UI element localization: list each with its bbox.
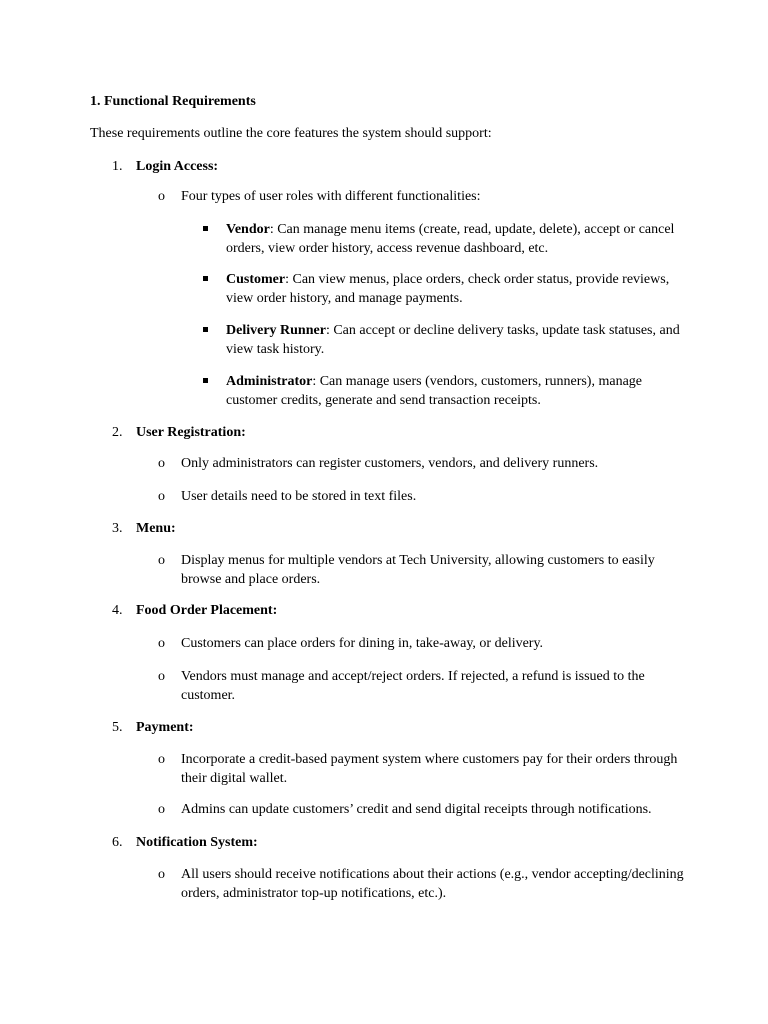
bullet-marker: o bbox=[158, 752, 165, 767]
square-bullet-icon bbox=[203, 327, 208, 332]
role-item-delivery-runner bbox=[226, 321, 686, 359]
list-number: 1. bbox=[112, 159, 123, 174]
list-number: 6. bbox=[112, 835, 123, 850]
list-item: Incorporate a credit-based payment system where customers pay for their orders through their digital wallet. bbox=[181, 752, 678, 786]
list-title-menu: Menu: bbox=[136, 521, 176, 536]
bullet-marker: o bbox=[158, 489, 165, 504]
list-item: All users should receive notifications about their actions (e.g., vendor accepting/declining orders, administrator top-up notifications, etc.). bbox=[181, 867, 684, 901]
square-bullet-icon bbox=[203, 276, 208, 281]
role-item-administrator bbox=[226, 372, 686, 410]
list-item: Vendors must manage and accept/reject orders. If rejected, a refund is issued to the customer. bbox=[181, 669, 645, 703]
list-title-notification-system: Notification System: bbox=[136, 835, 258, 850]
list-number: 3. bbox=[112, 521, 123, 536]
bullet-marker: o bbox=[158, 669, 165, 684]
list-item: Customers can place orders for dining in, take-away, or delivery. bbox=[181, 636, 544, 651]
role-name: Customer bbox=[226, 272, 286, 287]
bullet-marker: o bbox=[158, 802, 165, 817]
role-description: : Can manage menu items (create, read, update, delete), accept or cancel orders, view order history, access revenue dashboard, etc. bbox=[226, 222, 675, 256]
bullet-marker: o bbox=[158, 553, 165, 568]
list-item: Display menus for multiple vendors at Tech University, allowing customers to easily browse and place orders. bbox=[181, 553, 655, 587]
list-title-user-registration: User Registration: bbox=[136, 425, 246, 440]
list-item: User details need to be stored in text files. bbox=[181, 489, 417, 504]
bullet-marker: o bbox=[158, 867, 165, 882]
list-item: Four types of user roles with different functionalities: bbox=[181, 189, 481, 204]
role-name: Delivery Runner bbox=[226, 323, 326, 338]
bullet-marker: o bbox=[158, 189, 165, 204]
role-item-vendor bbox=[226, 220, 686, 258]
intro-paragraph: These requirements outline the core features the system should support: bbox=[90, 126, 492, 141]
bullet-marker: o bbox=[158, 456, 165, 471]
role-item-customer bbox=[226, 270, 686, 308]
list-item: Only administrators can register customers, vendors, and delivery runners. bbox=[181, 456, 599, 471]
role-description: : Can accept or decline delivery tasks, update task statuses, and view task history. bbox=[226, 323, 680, 357]
square-bullet-icon bbox=[203, 226, 208, 231]
role-description: : Can view menus, place orders, check order status, provide reviews, view order history, and manage payments. bbox=[226, 272, 670, 306]
square-bullet-icon bbox=[203, 378, 208, 383]
section-heading: 1. Functional Requirements bbox=[90, 94, 256, 109]
role-name: Vendor bbox=[226, 222, 270, 237]
role-name: Administrator bbox=[226, 374, 313, 389]
bullet-marker: o bbox=[158, 636, 165, 651]
list-title-login-access: Login Access: bbox=[136, 159, 219, 174]
list-number: 2. bbox=[112, 425, 123, 440]
list-title-food-order-placement: Food Order Placement: bbox=[136, 603, 278, 618]
list-number: 5. bbox=[112, 720, 123, 735]
list-title-payment: Payment: bbox=[136, 720, 194, 735]
list-number: 4. bbox=[112, 603, 123, 618]
role-description: : Can manage users (vendors, customers, runners), manage customer credits, generate and send transaction receipts. bbox=[226, 374, 643, 408]
list-item: Admins can update customers’ credit and send digital receipts through notifications. bbox=[181, 802, 652, 817]
